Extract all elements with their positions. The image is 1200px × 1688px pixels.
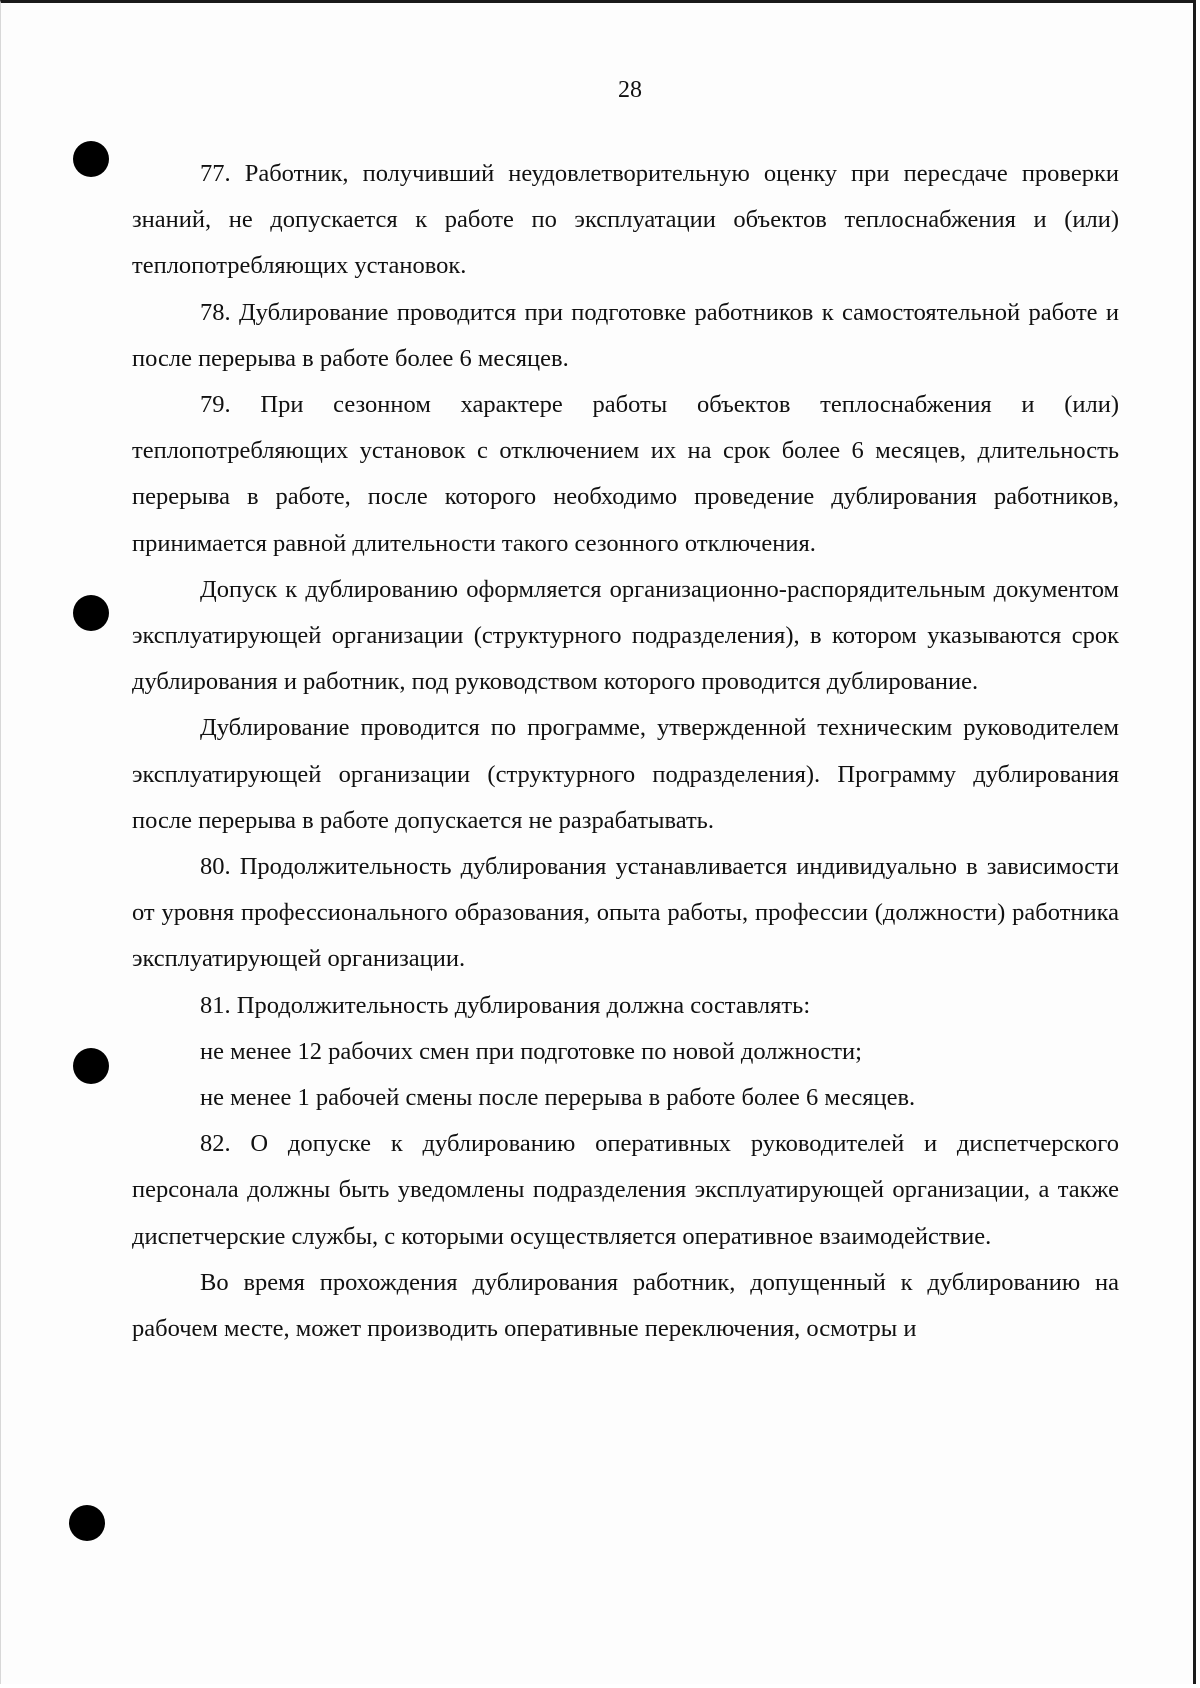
punch-hole-mark	[73, 141, 109, 177]
paragraph-81: 81. Продолжительность дублирования должна составлять:	[200, 991, 811, 1019]
punch-hole-mark	[69, 1505, 105, 1541]
list-item-after-break: не менее 1 рабочей смены после перерыва в работе более 6 месяцев.	[200, 1084, 916, 1112]
paragraph-during-duplication: Во время прохождения дублирования работник, допущенный к дублированию на рабочем месте, может производить оперативные переключения, осмотры и	[132, 1268, 1119, 1343]
document-body	[132, 151, 1119, 1352]
paragraph-82: 82. О допуске к дублированию оперативных руководителей и диспетчерского персонала должны быть уведомлены подразделения эксплуатирующей организации, а также диспетчерские службы, с которыми осуществляется оперативное взаимодействие.	[132, 1130, 1119, 1250]
paragraph-77: 77. Работник, получивший неудовлетворительную оценку при пересдаче проверки знаний, не допускается к работе по эксплуатации объектов теплоснабжения и (или) теплопотребляющих установок.	[132, 160, 1119, 280]
paragraph-79: 79. При сезонном характере работы объектов теплоснабжения и (или) теплопотребляющих установок с отключением их на срок более 6 месяцев, длительность перерыва в работе, после которого необходимо проведение дублирования работников, принимается равной длительности такого сезонного отключения.	[132, 391, 1119, 557]
paragraph-admission: Допуск к дублированию оформляется организационно-распорядительным документом эксплуатирующей организации (структурного подразделения), в котором указываются срок дублирования и работник, под руководством которого проводится дублирование.	[132, 575, 1119, 696]
paragraph-80: 80. Продолжительность дублирования устанавливается индивидуально в зависимости от уровня профессионального образования, опыта работы, профессии (должности) работника эксплуатирующей организации.	[132, 853, 1119, 973]
punch-hole-mark	[73, 595, 109, 631]
list-item-new-position: не менее 12 рабочих смен при подготовке по новой должности;	[200, 1037, 862, 1065]
page-number: 28	[618, 77, 642, 103]
punch-hole-mark	[73, 1048, 109, 1084]
paragraph-78: 78. Дублирование проводится при подготовке работников к самостоятельной работе и после перерыва в работе более 6 месяцев.	[132, 298, 1119, 372]
paragraph-program: Дублирование проводится по программе, утвержденной техническим руководителем эксплуатирующей организации (структурного подразделения). Программу дублирования после перерыва в работе допускается не разрабатывать.	[132, 714, 1119, 834]
